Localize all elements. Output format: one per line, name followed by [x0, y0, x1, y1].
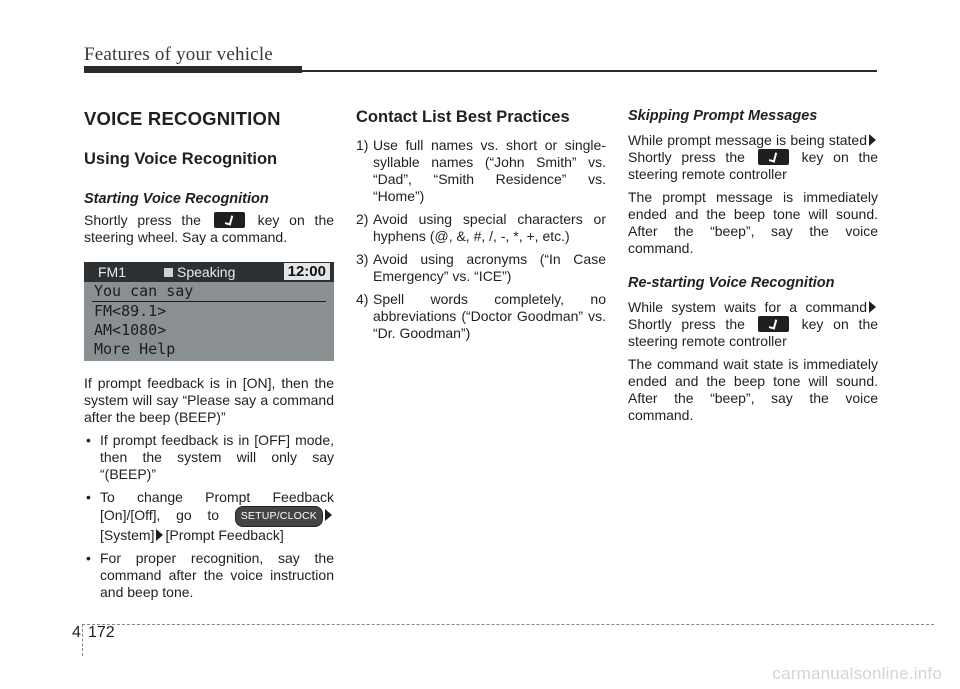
column-1: [84, 108, 334, 607]
list-text: Avoid using special characters or hyphens (@, &, #, /, -, *, +, etc.): [373, 211, 606, 244]
screen-band-label: FM1: [98, 264, 126, 280]
screen-line-2: FM<89.1>: [94, 302, 167, 320]
arrow-right-icon: [156, 529, 163, 541]
text-fragment: While system waits for a command: [628, 299, 867, 315]
text-fragment: key on the steering remote controller: [628, 149, 879, 182]
screen-status-bar: [84, 262, 334, 282]
screen-speaking-label: [164, 264, 235, 280]
text-fragment: key on the steering remote controller: [628, 316, 879, 349]
screen-line-4: More Help: [94, 340, 176, 358]
screen-line-3: AM<1080>: [94, 321, 167, 339]
heading-skipping-prompt: Skipping Prompt Messages: [628, 108, 818, 124]
text-fragment: key on the steering wheel. Say a command.: [84, 212, 335, 245]
arrow-right-icon: [869, 301, 876, 313]
header-bar: [84, 66, 302, 73]
chapter-number: 4: [72, 624, 81, 641]
arrow-right-icon: [869, 134, 876, 146]
screen-line-1: You can say: [94, 282, 194, 300]
list-number: 3): [356, 251, 369, 267]
text-fragment: Shortly press the: [628, 149, 745, 165]
paragraph-start: [84, 212, 334, 246]
bullet-list: [84, 432, 334, 601]
voice-key-icon: [758, 316, 789, 332]
text-fragment: To change Prompt Feedback [On]/[Off], go to: [100, 489, 334, 523]
voice-screen-image: [84, 262, 334, 361]
footer-divider: [82, 624, 84, 656]
paragraph-feedback: If prompt feedback is in [ON], then the system will say “Please say a command after the beep (BEEP)”: [84, 375, 334, 425]
text-fragment: While prompt message is being stated: [628, 132, 867, 148]
paragraph-restart: [628, 299, 878, 350]
watermark: carmanualsonline.info: [772, 664, 942, 683]
text-fragment: Shortly press the: [84, 212, 201, 228]
paragraph-restart-result: The command wait state is immediately ended and the beep tone will sound. After the “beep”, say the voice command.: [628, 356, 878, 423]
list-text: Avoid using acronyms (“In Case Emergency” vs. “ICE”): [373, 251, 606, 284]
heading-restarting: Re-starting Voice Recognition: [628, 275, 835, 291]
speaker-icon: [164, 268, 173, 277]
list-item: [356, 291, 606, 342]
footer-rule: [82, 624, 934, 625]
column-2: [356, 108, 606, 348]
practices-list: [356, 137, 606, 342]
text-fragment: [System]: [100, 527, 155, 543]
voice-key-icon: [214, 212, 245, 228]
paragraph-skip: [628, 132, 878, 183]
page-number: 172: [88, 624, 115, 641]
text-fragment: Shortly press the: [628, 316, 745, 332]
list-text: Use full names vs. short or single-syllable names (“John Smith” vs. “Dad”, “Smith Residence” vs. “Home”): [373, 137, 606, 204]
arrow-right-icon: [325, 509, 332, 521]
list-text: Spell words completely, no abbreviations (“Doctor Goodman” vs. “Dr. Goodman”): [373, 291, 606, 341]
heading-starting-voice: Starting Voice Recognition: [84, 191, 269, 207]
list-number: 2): [356, 211, 369, 227]
bullet-item: • For proper recognition, say the command after the voice instruction and beep tone.: [84, 550, 334, 601]
bullet-item: • If prompt feedback is in [OFF] mode, then the system will only say “(BEEP)”: [84, 432, 334, 483]
column-3: [628, 108, 878, 430]
subsection-title: Using Voice Recognition: [84, 150, 278, 168]
list-number: 1): [356, 137, 369, 153]
setup-clock-button-icon: SETUP/CLOCK: [235, 506, 323, 527]
bullet-item: [84, 489, 334, 544]
list-item: [356, 211, 606, 245]
page-header-title: Features of your vehicle: [84, 44, 273, 65]
paragraph-skip-result: The prompt message is immediately ended and the beep tone will sound. After the “beep”, say the voice command.: [628, 189, 878, 256]
list-number: 4): [356, 291, 369, 307]
screen-clock: 12:00: [284, 263, 330, 280]
header-rule: [302, 70, 877, 72]
list-item: [356, 251, 606, 285]
list-item: [356, 137, 606, 205]
text-fragment: [Prompt Feedback]: [165, 527, 284, 543]
voice-key-icon: [758, 149, 789, 165]
screen-speaking-text: Speaking: [177, 264, 236, 280]
contact-list-title: Contact List Best Practices: [356, 108, 570, 126]
section-title: VOICE RECOGNITION: [84, 108, 281, 129]
